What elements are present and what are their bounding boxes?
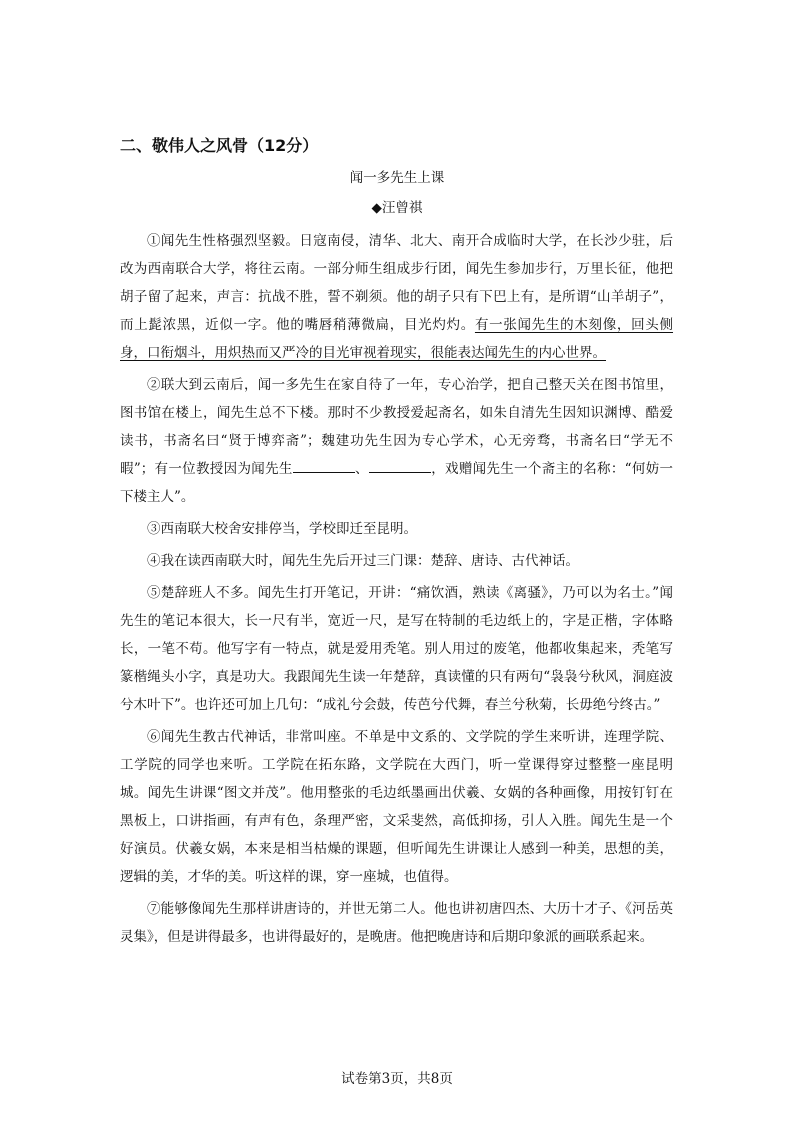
paragraph-1: [120, 227, 673, 367]
paragraph-2: [120, 371, 673, 511]
author-line: ◆汪曾祺: [371, 200, 423, 216]
page-footer: 试卷第3页，共8页: [341, 1071, 453, 1087]
paragraph-6: ⑥闻先生教古代神话，非常叫座。不单是中文系的、文学院的学生来听讲，连理学院、工学院的同学也来听。工学院在拓东路，文学院在大西门，听一堂课得穿过整整一座昆明城。闻先生讲课“图文并茂”。他用整张的毛边纸墨画出伏羲、女娲的各种画像，用按钉钉在黑板上，口讲指画，有声有色，条理严密，文采斐然，高低抑扬，引人入胜。闻先生是一个好演员。伏羲女娲，本来是相当枯燥的课题，但听闻先生讲课让人感到一种美，思想的美，逻辑的美，才华的美。听这样的课，穿一座城，也值得。: [120, 729, 673, 885]
article-body: [120, 227, 673, 951]
paragraph-2-text-end: ，戏赠闻先生一个斋主的名称：“何妨一下楼主人”。: [120, 461, 674, 505]
paragraph-5: ⑤楚辞班人不多。闻先生打开笔记，开讲：“痛饮酒，熟读《离骚》，乃可以为名士。”闻先生的笔记本很大，长一尺有半，宽近一尺，是写在特制的毛边纸上的，字是正楷，字体略长，一笔不苟。他写字有一特点，就是爱用秃笔。别人用过的废笔，他都收集起来，秃笔写篆楷绳头小字，真是功大。我跟闻先生读一年楚辞，真读懂的只有两句“袅袅兮秋风，洞庭波兮木叶下”。也许还可加上几句：“成礼兮会鼓，传芭兮代舞，春兰兮秋菊，长毋绝兮终古。”: [120, 585, 673, 713]
blank-separator: 、: [354, 461, 369, 477]
answer-blank-2[interactable]: [369, 458, 431, 473]
paragraph-1-text: ①闻先生性格强烈坚毅。日寇南侵，清华、北大、南开合成临时大学，在长沙少驻，后改为西南联合大学，将往云南。一部分师生组成步行团，闻先生参加步行，万里长征，他把胡子留了起来，声言：抗战不胜，誓不剃须。他的胡子只有下巴上有，是所谓“山羊胡子”，而上髭浓黑，近似一字。他的嘴唇稍薄微扁，目光灼灼。: [120, 233, 673, 333]
paragraph-3: ③西南联大校舍安排停当，学校即迁至昆明。: [147, 521, 417, 537]
underlined-sentence: 有一张闻先生的木刻像，回头侧身，口衔烟斗，用炽热而又严冷的目光审视着现实，很能表达闻先生的内心世界。: [120, 317, 674, 361]
article-title: 闻一多先生上课: [349, 170, 445, 186]
paragraph-4: ④我在读西南联大时，闻先生先后开过三门课：楚辞、唐诗、古代神话。: [147, 553, 579, 569]
paragraph-7: ⑦能够像闻先生那样讲唐诗的，并世无第二人。他也讲初唐四杰、大历十才子、《河岳英灵集》，但是讲得最多，也讲得最好的，是晚唐。他把晚唐诗和后期印象派的画联系起来。: [120, 901, 673, 945]
answer-blank-1[interactable]: [293, 458, 355, 473]
paragraph-2-text: ②联大到云南后，闻一多先生在家自待了一年，专心治学，把自己整天关在图书馆里，图书馆在楼上，闻先生总不下楼。那时不少教授爱起斋名，如朱自清先生因知识渊博、酷爱读书，书斋名曰“贤于博弈斋”；魏建功先生因为专心学术，心无旁骛，书斋名曰“学无不暇”；有一位教授因为闻先生: [120, 377, 673, 477]
section-title: 二、敬伟人之风骨（12分）: [120, 136, 319, 155]
